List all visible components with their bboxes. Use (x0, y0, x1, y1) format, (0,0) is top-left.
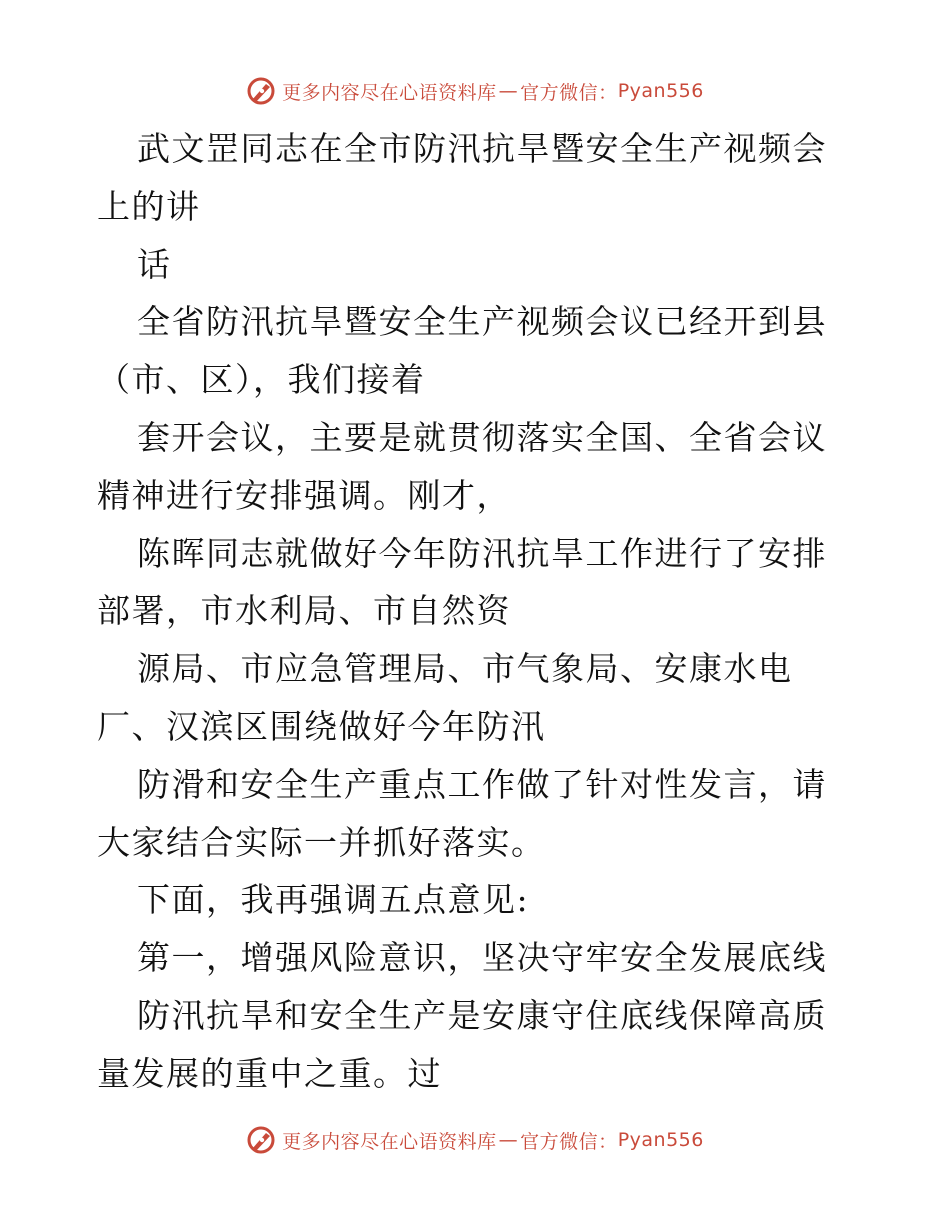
watermark-separator: — (498, 1129, 519, 1151)
body-paragraph: 套开会议，主要是就贯彻落实全国、全省会议精神进行安排强调。刚才， (97, 417, 827, 515)
body-paragraph: 陈晖同志就做好今年防汛抗旱工作进行了安排部署，市水利局、市自然资 (97, 533, 827, 631)
section-heading: 第一，增强风险意识，坚决守牢安全发展底线 (137, 938, 827, 978)
watermark-contact-text: 官方微信： (520, 81, 618, 104)
footer-watermark (0, 1120, 950, 1160)
title-line: 武文罡同志在全市防汛抗旱暨安全生产视频会上的讲 (97, 129, 827, 226)
pen-logo-icon (246, 1125, 276, 1155)
body-paragraph: 防汛抗旱和安全生产是安康守住底线保障高质量发展的重中之重。过 (97, 995, 827, 1093)
body-paragraph: 全省防汛抗旱暨安全生产视频会议已经开到县（市、区），我们接着 (97, 302, 827, 400)
watermark-site-text: 更多内容尽在心语资料库 (282, 1130, 497, 1153)
body-paragraph: 下面，我再强调五点意见: (137, 880, 530, 920)
body-paragraph: 源局、市应急管理局、市气象局、安康水电厂、汉滨区围绕做好今年防汛 (97, 649, 793, 746)
header-watermark (0, 71, 950, 111)
watermark-handle: Pyan556 (617, 1129, 704, 1151)
title-line-continued: 话 (137, 244, 172, 284)
watermark-contact-text: 官方微信： (520, 1130, 618, 1153)
body-paragraph: 防滑和安全生产重点工作做了针对性发言，请大家结合实际一并抓好落实。 (97, 764, 827, 862)
watermark-site-text: 更多内容尽在心语资料库 (282, 81, 497, 104)
watermark-separator: — (498, 80, 519, 102)
pen-logo-icon (246, 76, 276, 106)
document-body (97, 120, 852, 1103)
watermark-handle: Pyan556 (617, 80, 704, 102)
